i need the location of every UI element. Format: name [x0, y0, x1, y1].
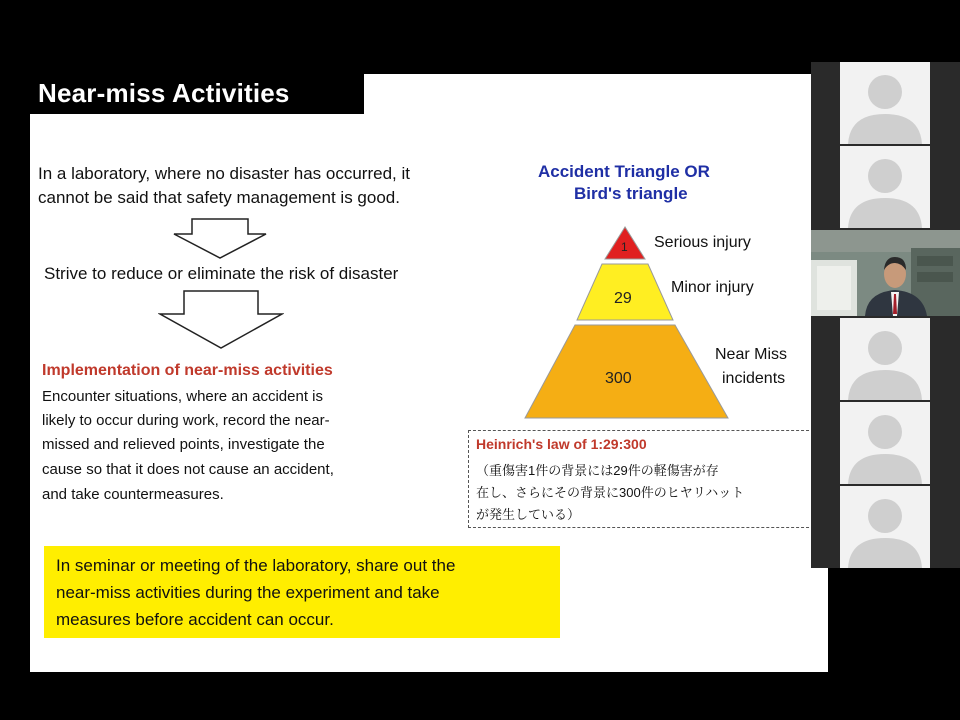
- tier-label-near-miss: Near Miss: [715, 346, 788, 363]
- participant-tile[interactable]: [840, 402, 930, 484]
- highlight-text-line: near-miss activities during the experiment and take: [56, 583, 440, 602]
- slide-title: Near-miss Activities: [38, 78, 290, 108]
- tier-number-serious: 1: [621, 240, 628, 254]
- tier-number-minor: 29: [614, 290, 632, 307]
- highlight-text-line: In seminar or meeting of the laboratory, share out the: [56, 556, 456, 575]
- intro-text-line: In a laboratory, where no disaster has occurred, it: [38, 164, 410, 183]
- speaker-video-feed: [811, 230, 960, 316]
- person-silhouette-icon: [840, 62, 930, 144]
- person-silhouette-icon: [840, 486, 930, 568]
- triangle-subtitle: Bird's triangle: [574, 184, 688, 203]
- heinrich-law-text-line: （重傷害1件の背景には29件の軽傷害が存: [476, 463, 719, 478]
- heinrich-law-text-line: 在し、さらにその背景に300件のヒヤリハット: [476, 485, 745, 500]
- highlight-text-line: measures before accident can occur.: [56, 610, 334, 629]
- person-silhouette-icon: [840, 402, 930, 484]
- down-arrow-icon: [172, 218, 268, 260]
- strive-text: Strive to reduce or eliminate the risk of disaster: [44, 264, 399, 283]
- person-silhouette-icon: [840, 146, 930, 228]
- tier-number-near-miss: 300: [605, 370, 632, 387]
- intro-text-line: cannot be said that safety management is good.: [38, 188, 400, 207]
- participant-tile[interactable]: [840, 318, 930, 400]
- participant-tile[interactable]: [840, 146, 930, 228]
- participant-tile[interactable]: [840, 62, 930, 144]
- implementation-text-line: likely to occur during work, record the near-: [42, 412, 330, 429]
- heinrich-law-text-line: が発生している）: [476, 507, 581, 522]
- tier-label-serious: Serious injury: [654, 234, 751, 251]
- implementation-text-line: and take countermeasures.: [42, 486, 224, 503]
- triangle-title: Accident Triangle OR: [538, 162, 710, 181]
- implementation-text-line: Encounter situations, where an accident is: [42, 388, 323, 405]
- tier-label-near-miss: incidents: [722, 370, 786, 387]
- implementation-text-line: cause so that it does not cause an accident,: [42, 461, 334, 478]
- participant-tile[interactable]: [840, 486, 930, 568]
- implementation-text-line: missed and relieved points, investigate the: [42, 436, 325, 453]
- person-silhouette-icon: [840, 318, 930, 400]
- heinrich-law-title: Heinrich's law of 1:29:300: [476, 436, 647, 452]
- implementation-heading: Implementation of near-miss activities: [42, 362, 333, 379]
- participant-video-tile[interactable]: [811, 230, 960, 316]
- down-arrow-icon: [158, 290, 284, 350]
- tier-label-minor: Minor injury: [671, 279, 754, 296]
